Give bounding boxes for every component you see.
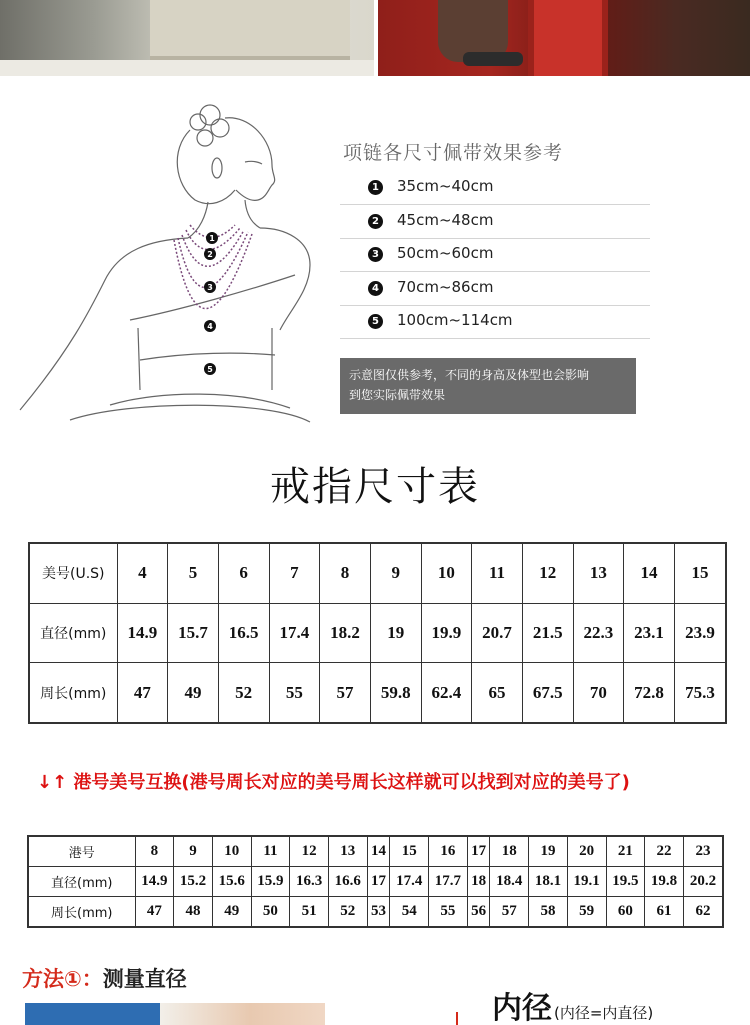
table-cell: 10	[212, 836, 251, 867]
inner-diameter-title: 内径	[492, 991, 552, 1025]
conversion-note: ↓↑ 港号美号互换(港号周长对应的美号周长这样就可以找到对应的美号了)	[37, 772, 630, 793]
table-cell: 14	[367, 836, 390, 867]
inner-diameter-label	[492, 983, 653, 1025]
table-cell: 14.9	[135, 867, 174, 897]
necklace-size-row	[340, 239, 650, 272]
table-cell: 55	[429, 896, 468, 927]
table-row	[28, 836, 723, 867]
size-range: 70cm~86cm	[397, 278, 494, 296]
table-cell: 18.1	[529, 867, 568, 897]
table-cell: 14.9	[117, 603, 168, 662]
necklace-size-row	[340, 273, 650, 306]
table-cell: 16.3	[290, 867, 329, 897]
table-cell: 55	[269, 663, 320, 723]
necklace-size-row	[340, 306, 650, 339]
stool-photo	[378, 0, 750, 76]
table-cell: 17.4	[390, 867, 429, 897]
method-heading	[22, 963, 187, 993]
table-cell: 15	[390, 836, 429, 867]
table-cell: 51	[290, 896, 329, 927]
table-cell: 59.8	[370, 663, 421, 723]
disclaimer-line: 示意图仅供参考，不同的身高及体型也会影响	[349, 368, 590, 382]
table-cell: 47	[135, 896, 174, 927]
table-cell: 18.2	[320, 603, 371, 662]
table-row	[28, 867, 723, 897]
inner-diameter-subtitle: (内径=内直径)	[554, 1004, 654, 1022]
size-range: 35cm~40cm	[397, 177, 494, 195]
necklace-size-row	[340, 206, 650, 239]
table-cell: 17.7	[429, 867, 468, 897]
table-cell: 52	[328, 896, 367, 927]
table-cell: 52	[218, 663, 269, 723]
table-cell: 59	[567, 896, 606, 927]
table-cell: 9	[174, 836, 213, 867]
table-cell: 7	[269, 543, 320, 603]
table-cell: 19	[370, 603, 421, 662]
table-cell: 62.4	[421, 663, 472, 723]
table-cell: 75.3	[674, 663, 726, 723]
row-header: 周长(mm)	[29, 663, 117, 723]
table-cell: 17	[467, 836, 490, 867]
table-cell: 15.9	[251, 867, 290, 897]
table-cell: 67.5	[522, 663, 573, 723]
table-cell: 8	[135, 836, 174, 867]
table-cell: 65	[472, 663, 523, 723]
table-cell: 13	[573, 543, 624, 603]
row-header: 直径(mm)	[29, 603, 117, 662]
necklace-model-illustration	[10, 90, 330, 425]
size-range: 50cm~60cm	[397, 244, 494, 262]
disclaimer-line: 到您实际佩带效果	[349, 388, 446, 402]
table-cell: 14	[624, 543, 675, 603]
row-header: 周长(mm)	[28, 896, 135, 927]
table-cell: 8	[320, 543, 371, 603]
table-cell: 22	[645, 836, 684, 867]
table-cell: 11	[472, 543, 523, 603]
table-cell: 4	[117, 543, 168, 603]
table-cell: 15.6	[212, 867, 251, 897]
size-range: 100cm~114cm	[397, 311, 513, 329]
svg-text:2: 2	[207, 250, 213, 259]
method-text: 测量直径	[102, 967, 187, 991]
svg-text:1: 1	[209, 234, 215, 243]
size-number-badge: 2	[368, 214, 383, 229]
table-cell: 48	[174, 896, 213, 927]
table-cell: 49	[212, 896, 251, 927]
table-cell: 70	[573, 663, 624, 723]
necklace-guide-title: 项链各尺寸佩带效果参考	[343, 142, 564, 164]
table-cell: 12	[290, 836, 329, 867]
table-cell: 5	[168, 543, 219, 603]
size-number-badge: 4	[368, 281, 383, 296]
measurement-photo	[25, 1003, 325, 1025]
row-header: 港号	[28, 836, 135, 867]
diameter-marker-line	[456, 1012, 458, 1025]
table-cell: 18	[490, 836, 529, 867]
row-header: 直径(mm)	[28, 867, 135, 897]
table-cell: 19.8	[645, 867, 684, 897]
table-cell: 50	[251, 896, 290, 927]
table-cell: 10	[421, 543, 472, 603]
table-cell: 62	[683, 896, 723, 927]
necklace-size-guide	[0, 90, 750, 430]
size-number-badge: 5	[368, 314, 383, 329]
table-cell: 54	[390, 896, 429, 927]
row-header: 美号(U.S)	[29, 543, 117, 603]
size-number-badge: 3	[368, 247, 383, 262]
table-cell: 72.8	[624, 663, 675, 723]
necklace-disclaimer	[340, 358, 636, 414]
table-row	[29, 603, 726, 662]
table-cell: 19	[529, 836, 568, 867]
table-cell: 19.5	[606, 867, 645, 897]
table-cell: 23.9	[674, 603, 726, 662]
table-row	[28, 896, 723, 927]
table-cell: 16	[429, 836, 468, 867]
table-cell: 15.7	[168, 603, 219, 662]
table-cell: 19.1	[567, 867, 606, 897]
svg-text:5: 5	[207, 365, 213, 374]
table-cell: 9	[370, 543, 421, 603]
table-cell: 57	[490, 896, 529, 927]
table-cell: 12	[522, 543, 573, 603]
table-cell: 16.6	[328, 867, 367, 897]
table-cell: 57	[320, 663, 371, 723]
table-cell: 58	[529, 896, 568, 927]
workshop-photo	[0, 0, 374, 76]
table-cell: 15.2	[174, 867, 213, 897]
table-cell: 17	[367, 867, 390, 897]
table-cell: 23.1	[624, 603, 675, 662]
table-cell: 23	[683, 836, 723, 867]
us-ring-size-table	[28, 542, 727, 724]
hk-ring-size-table	[27, 835, 724, 928]
table-cell: 53	[367, 896, 390, 927]
table-cell: 13	[328, 836, 367, 867]
table-cell: 16.5	[218, 603, 269, 662]
table-cell: 49	[168, 663, 219, 723]
table-cell: 61	[645, 896, 684, 927]
top-photo-strip	[0, 0, 750, 76]
table-cell: 18	[467, 867, 490, 897]
table-cell: 20.7	[472, 603, 523, 662]
svg-text:4: 4	[207, 322, 213, 331]
table-cell: 60	[606, 896, 645, 927]
table-row	[29, 543, 726, 603]
table-cell: 20.2	[683, 867, 723, 897]
table-cell: 56	[467, 896, 490, 927]
table-cell: 17.4	[269, 603, 320, 662]
svg-text:3: 3	[207, 283, 213, 292]
table-cell: 20	[567, 836, 606, 867]
table-cell: 6	[218, 543, 269, 603]
table-cell: 11	[251, 836, 290, 867]
table-cell: 18.4	[490, 867, 529, 897]
table-cell: 15	[674, 543, 726, 603]
table-cell: 22.3	[573, 603, 624, 662]
size-number-badge: 1	[368, 180, 383, 195]
size-range: 45cm~48cm	[397, 211, 494, 229]
method-number: 方法①：	[22, 967, 103, 991]
table-row	[29, 663, 726, 723]
table-cell: 21.5	[522, 603, 573, 662]
necklace-size-row	[340, 172, 650, 205]
table-cell: 21	[606, 836, 645, 867]
table-cell: 19.9	[421, 603, 472, 662]
table-cell: 47	[117, 663, 168, 723]
ring-size-title: 戒指尺寸表	[270, 464, 480, 510]
